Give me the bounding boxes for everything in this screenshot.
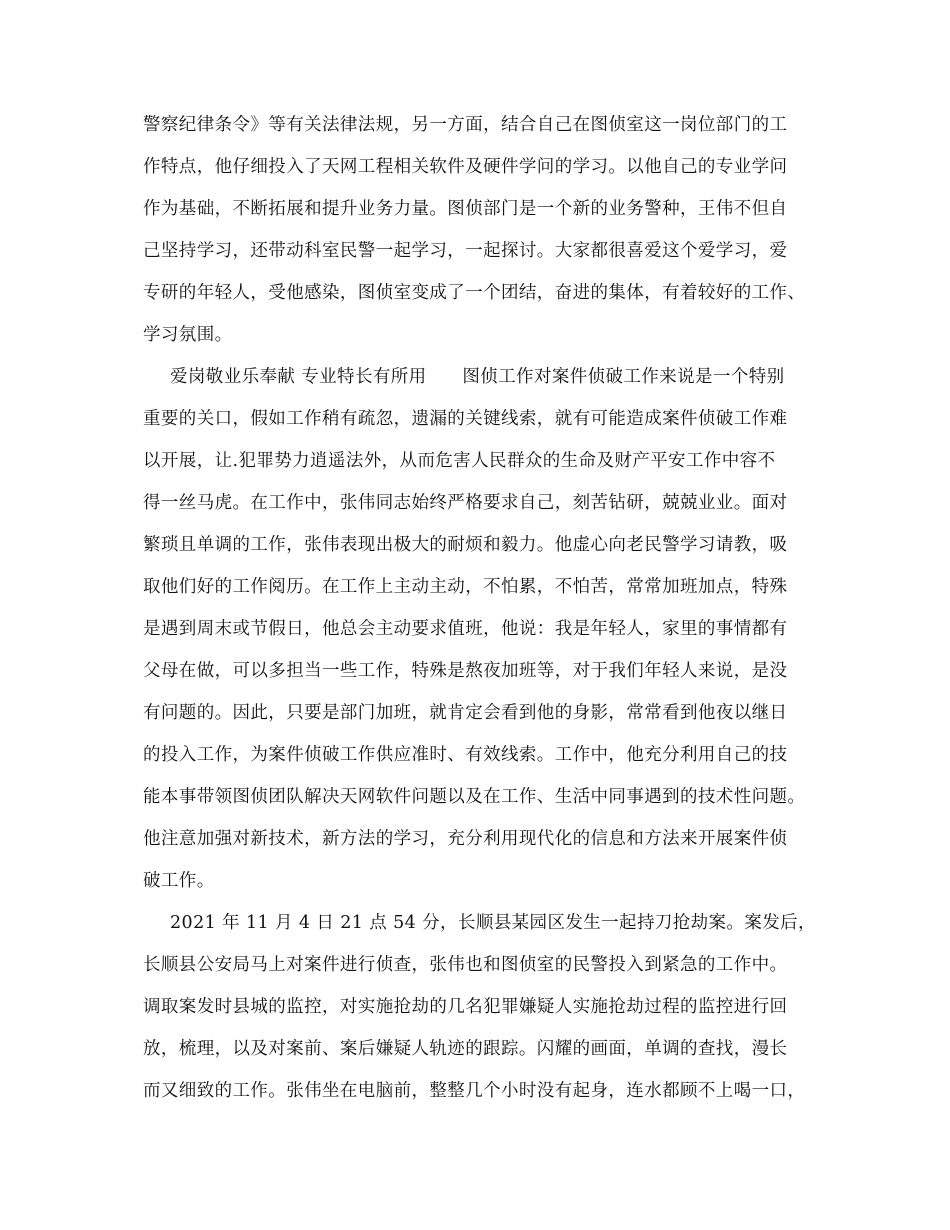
text-line: 2021 年 11 月 4 日 21 点 54 分，长顺县某园区发生一起持刀抢劫案。案发后， [170, 913, 816, 933]
text-line: 得一丝马虎。在工作中，张伟同志始终严格要求自己，刻苦钻研，兢兢业业。面对 [143, 493, 788, 513]
text-line: 作为基础，不断拓展和提升业务力量。图侦部门是一个新的业务警种，王伟不但自 [143, 199, 788, 219]
text-line: 放，梳理，以及对案前、案后嫌疑人轨迹的跟踪。闪耀的画面，单调的查找，漫长 [143, 1039, 788, 1059]
text-line: 调取案发时县城的监控，对实施抢劫的几名犯罪嫌疑人实施抢劫过程的监控进行回 [143, 997, 788, 1017]
text-line: 的投入工作，为案件侦破工作供应准时、有效线索。工作中，他充分利用自己的技 [143, 745, 788, 765]
text-line: 作特点，他仔细投入了天网工程相关软件及硬件学问的学习。以他自己的专业学问 [143, 157, 788, 177]
text-line: 取他们好的工作阅历。在工作上主动主动，不怕累，不怕苦，常常加班加点，特殊 [143, 577, 788, 597]
text-line: 警察纪律条令》等有关法律法规，另一方面，结合自己在图侦室这一岗位部门的工 [143, 115, 788, 135]
text-line: 专研的年轻人，受他感染，图侦室变成了一个团结，奋进的集体，有着较好的工作、 [143, 283, 806, 303]
text-line: 而又细致的工作。张伟坐在电脑前，整整几个小时没有起身，连水都顾不上喝一口， [143, 1081, 806, 1101]
text-line: 是遇到周末或节假日，他总会主动要求值班，他说：我是年轻人，家里的事情都有 [143, 619, 788, 639]
text-line: 己坚持学习，还带动科室民警一起学习，一起探讨。大家都很喜爱这个爱学习，爱 [143, 241, 788, 261]
text-line: 爱岗敬业乐奉献 专业特长有所用 图侦工作对案件侦破工作来说是一个特别 [170, 367, 785, 387]
text-line: 重要的关口，假如工作稍有疏忽，遗漏的关键线索，就有可能造成案件侦破工作难 [143, 409, 788, 429]
text-line: 他注意加强对新技术，新方法的学习，充分利用现代化的信息和方法来开展案件侦 [143, 829, 788, 849]
text-line: 破工作。 [143, 871, 215, 891]
text-line: 学习氛围。 [143, 325, 233, 345]
text-line: 父母在做，可以多担当一些工作，特殊是熬夜加班等，对于我们年轻人来说，是没 [143, 661, 788, 681]
text-line: 以开展，让.犯罪势力逍遥法外，从而危害人民群众的生命及财产平安工作中容不 [143, 451, 776, 471]
text-line: 繁琐且单调的工作，张伟表现出极大的耐烦和毅力。他虚心向老民警学习请教，吸 [143, 535, 788, 555]
text-line: 能本事带领图侦团队解决天网软件问题以及在工作、生活中同事遇到的技术性问题。 [143, 787, 806, 807]
text-line: 长顺县公安局马上对案件进行侦查，张伟也和图侦室的民警投入到紧急的工作中。 [143, 955, 788, 975]
text-line: 有问题的。因此，只要是部门加班，就肯定会看到他的身影，常常看到他夜以继日 [143, 703, 788, 723]
